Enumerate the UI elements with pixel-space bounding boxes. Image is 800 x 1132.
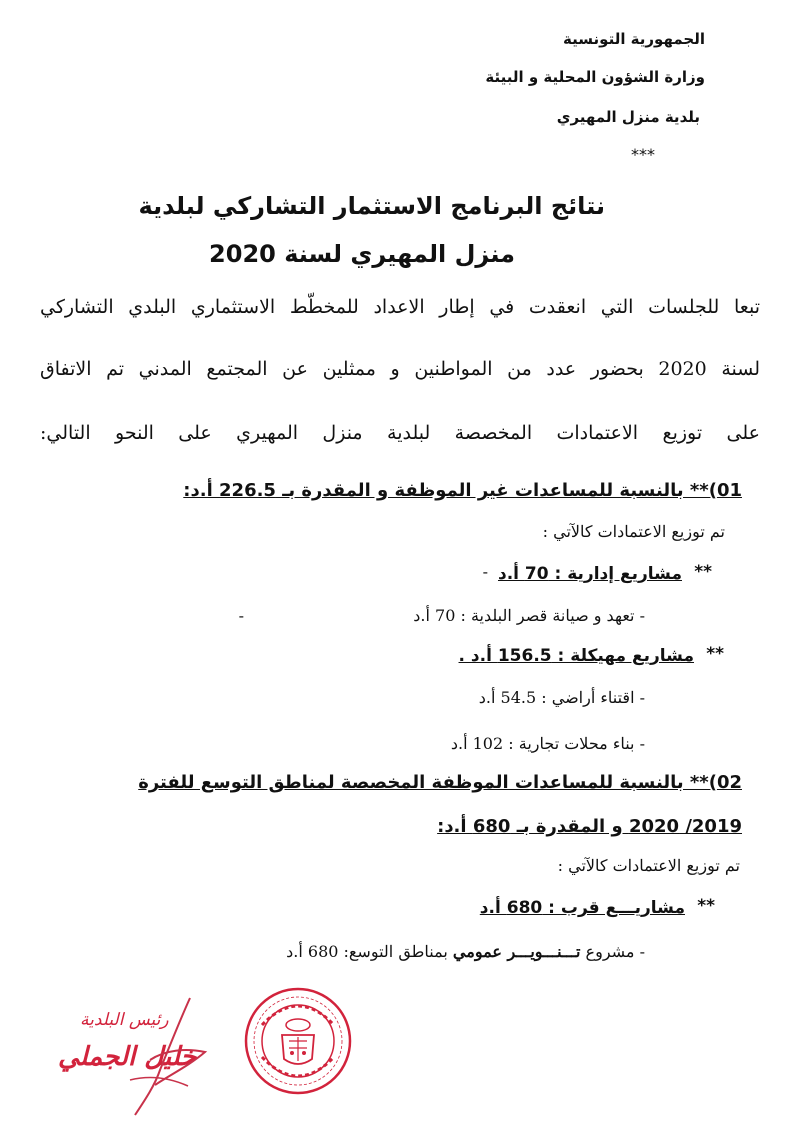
section1-struct-prefix: **	[706, 644, 724, 664]
section2-proximity-prefix: **	[697, 896, 715, 916]
section2-heading-line1: 02)** بالنسبة للمساعدات الموظفة المخصصة لمناطق التوسع للفترة	[138, 772, 742, 793]
section2-lighting-item	[286, 942, 645, 961]
section1-admin-item: - تعهد و صيانة قصر البلدية : 70 أ.د	[413, 606, 645, 625]
document-title-line1: نتائج البرنامج الاستثمار التشاركي لبلدية	[138, 192, 605, 220]
section2-item-bold: تـــنـــويـــر عمومي	[452, 942, 581, 961]
section1-distribution: تم توزيع الاعتمادات كالآتي :	[542, 522, 725, 541]
section2-item-pre: مشروع	[580, 942, 635, 961]
section1-struct-item-2: - بناء محلات تجارية : 102 أ.د	[450, 734, 645, 753]
intro-line-3: على توزيع الاعتمادات المخصصة لبلدية منزل المهيري على النحو التالي:	[40, 422, 760, 444]
official-seal	[242, 985, 354, 1097]
section2-item-post: بمناطق التوسع: 680 أ.د	[286, 942, 453, 961]
section1-struct-label-text: مشاريع مهيكلة : 156.5 أ.د .	[458, 646, 694, 666]
section2-distribution: تم توزيع الاعتمادات كالآتي :	[557, 856, 740, 875]
section1-struct-item-1: - اقتناء أراضي : 54.5 أ.د	[478, 688, 645, 707]
section1-heading: 01)** بالنسبة للمساعدات غير الموظفة و المقدرة بـ 226.5 أ.د:	[183, 480, 742, 501]
intro-line-2: لسنة 2020 بحضور عدد من المواطنين و ممثلين عن المجتمع المدني تم الاتفاق	[40, 358, 760, 380]
header-ministry: وزارة الشؤون المحلية و البيئة	[485, 68, 705, 86]
section1-admin-prefix: **	[694, 562, 712, 582]
signature-name: خليل الجملي	[58, 1042, 197, 1072]
document-title-line2: منزل المهيري لسنة 2020	[209, 240, 515, 268]
header-stars: ***	[631, 145, 655, 164]
handwritten-signature	[110, 990, 220, 1120]
section1-admin-item-dash: -	[238, 606, 244, 625]
section2-proximity-label	[480, 898, 685, 918]
section1-admin-label: مشاريع إدارية : 70 أ.د	[497, 564, 682, 584]
section2-heading-line2: 2019/ 2020 و المقدرة بـ 680 أ.د:	[437, 816, 742, 837]
header-republic: الجمهورية التونسية	[563, 30, 705, 48]
header-municipality: بلدية منزل المهيري	[556, 108, 700, 126]
section1-admin-trail: -	[482, 562, 488, 581]
section2-proximity-label-text: مشاريـــع قرب : 680 أ.د	[479, 898, 685, 918]
section2-item-dash: -	[639, 942, 645, 961]
signature-title: رئيس البلدية	[80, 1010, 169, 1030]
intro-line-1: تبعا للجلسات التي انعقدت في إطار الاعداد للمخطّط الاستثماري البلدي التشاركي	[40, 296, 760, 318]
section1-struct-label	[459, 646, 694, 666]
